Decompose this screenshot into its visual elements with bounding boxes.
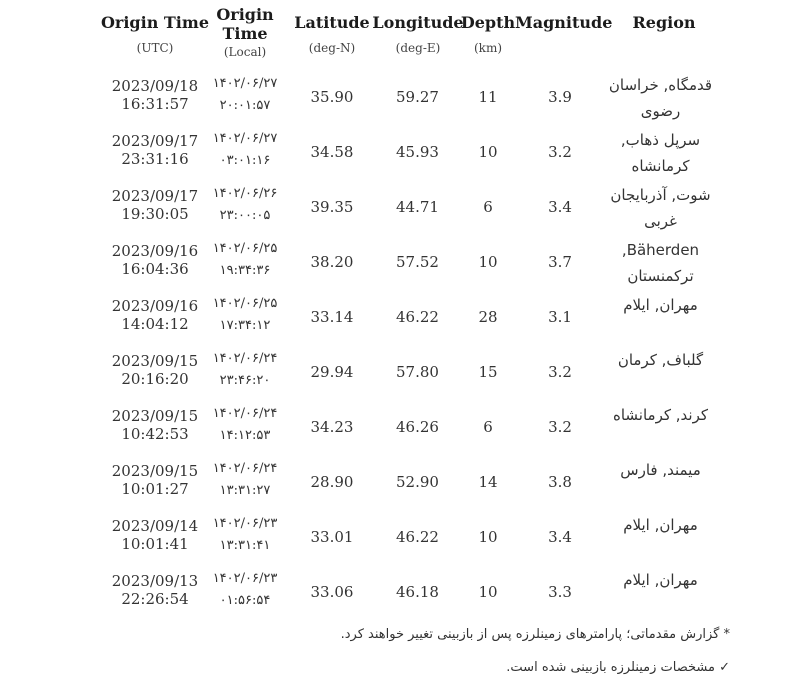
header-unit: (deg-E)	[395, 41, 441, 55]
magnitude-cell: 3.1	[548, 308, 572, 326]
region-cell: Bäherden, ترکمنستان	[621, 241, 700, 285]
magnitude-cell: 3.7	[548, 253, 572, 271]
latitude-cell: 38.20	[310, 253, 354, 271]
origin-utc-cell	[95, 297, 215, 333]
header-origin-utc	[95, 13, 215, 55]
origin-utc-cell	[95, 132, 215, 168]
utc-time: 14:04:12	[121, 315, 189, 333]
utc-date: 2023/09/15	[111, 352, 199, 370]
depth-cell: 6	[483, 198, 493, 216]
origin-local-cell	[208, 348, 282, 392]
local-date: ۱۴۰۲/۰۶/۲۶	[212, 186, 278, 201]
utc-date: 2023/09/13	[111, 572, 199, 590]
origin-local-cell	[208, 513, 282, 557]
origin-local-cell	[208, 458, 282, 502]
header-unit: (km)	[473, 41, 502, 55]
local-date: ۱۴۰۲/۰۶/۲۳	[212, 571, 278, 586]
utc-date: 2023/09/14	[111, 517, 199, 535]
table-row	[0, 352, 800, 408]
origin-utc-cell	[95, 242, 215, 278]
table-row	[0, 407, 800, 463]
latitude-cell: 33.06	[310, 583, 354, 601]
magnitude-cell: 3.2	[548, 143, 572, 161]
table-row	[0, 77, 800, 133]
header-region	[612, 13, 716, 32]
header-longitude	[372, 13, 464, 55]
header-title: Longitude	[372, 13, 464, 32]
longitude-cell: 46.22	[396, 528, 439, 546]
longitude-cell: 46.22	[396, 308, 439, 326]
utc-date: 2023/09/16	[111, 242, 199, 260]
origin-local-cell	[208, 293, 282, 337]
latitude-cell: 33.14	[310, 308, 354, 326]
utc-time: 10:01:27	[121, 480, 189, 498]
latitude-cell: 28.90	[310, 473, 354, 491]
utc-time: 10:01:41	[121, 535, 189, 553]
origin-utc-cell	[95, 572, 215, 608]
region-cell: سرپل ذهاب, کرمانشاه	[620, 131, 701, 175]
depth-cell: 10	[478, 253, 498, 271]
table-row	[0, 187, 800, 243]
longitude-cell: 46.18	[396, 583, 439, 601]
depth-cell: 10	[478, 143, 498, 161]
depth-cell: 28	[478, 308, 498, 326]
header-title: Depth	[460, 13, 516, 32]
table-row	[0, 517, 800, 573]
utc-date: 2023/09/15	[111, 462, 199, 480]
depth-cell: 14	[478, 473, 498, 491]
local-time: ۱۴:۱۲:۵۳	[219, 428, 271, 443]
longitude-cell: 59.27	[396, 88, 439, 106]
header-title: Latitude	[294, 13, 370, 32]
region-cell: گلباف, کرمان	[617, 351, 704, 369]
longitude-cell: 44.71	[396, 198, 439, 216]
local-time: ۲۳:۴۶:۲۰	[219, 373, 271, 388]
origin-utc-cell	[95, 517, 215, 553]
header-latitude	[290, 13, 374, 55]
magnitude-cell: 3.8	[548, 473, 572, 491]
longitude-cell: 45.93	[396, 143, 439, 161]
local-time: ۱۷:۳۴:۱۲	[219, 318, 271, 333]
utc-date: 2023/09/17	[111, 132, 199, 150]
latitude-cell: 29.94	[310, 363, 354, 381]
origin-utc-cell	[95, 462, 215, 498]
origin-local-cell	[208, 183, 282, 227]
utc-time: 19:30:05	[121, 205, 189, 223]
origin-local-cell	[208, 568, 282, 612]
longitude-cell: 57.80	[396, 363, 439, 381]
longitude-cell: 46.26	[396, 418, 439, 436]
header-title-line1: Origin	[216, 5, 274, 24]
header-unit: (deg-N)	[308, 41, 356, 55]
depth-cell: 11	[478, 88, 498, 106]
table-row	[0, 132, 800, 188]
header-unit: (Local)	[223, 45, 267, 59]
local-date: ۱۴۰۲/۰۶/۲۴	[212, 351, 278, 366]
header-title: Region	[632, 13, 696, 32]
utc-time: 16:31:57	[121, 95, 189, 113]
region-cell: مهران, ایلام	[623, 571, 698, 589]
note-preliminary: * گزارش مقدماتی؛ پارامترهای زمینلرزه پس از بازبینی تغییر خواهند کرد.	[340, 627, 730, 642]
local-date: ۱۴۰۲/۰۶/۲۷	[212, 76, 278, 91]
utc-date: 2023/09/18	[111, 77, 199, 95]
header-unit: (UTC)	[136, 41, 174, 55]
longitude-cell: 52.90	[396, 473, 439, 491]
longitude-cell: 57.52	[396, 253, 439, 271]
region-cell: قدمگاه, خراسان رضوی	[608, 76, 713, 120]
header-title: Magnitude	[515, 13, 613, 32]
region-cell: کرند, کرمانشاه	[612, 406, 708, 424]
header-magnitude	[515, 13, 613, 32]
local-time: ۰۳:۰۱:۱۶	[219, 153, 271, 168]
local-date: ۱۴۰۲/۰۶/۲۷	[212, 131, 278, 146]
local-time: ۰۱:۵۶:۵۴	[219, 593, 271, 608]
origin-local-cell	[208, 403, 282, 447]
magnitude-cell: 3.9	[548, 88, 572, 106]
origin-utc-cell	[95, 407, 215, 443]
note-reviewed: ✓ مشخصات زمینلرزه بازبینی شده است.	[506, 660, 730, 675]
magnitude-cell: 3.3	[548, 583, 572, 601]
local-date: ۱۴۰۲/۰۶/۲۵	[212, 296, 278, 311]
origin-utc-cell	[95, 352, 215, 388]
depth-cell: 6	[483, 418, 493, 436]
local-date: ۱۴۰۲/۰۶/۲۳	[212, 516, 278, 531]
utc-time: 23:31:16	[121, 150, 189, 168]
latitude-cell: 35.90	[310, 88, 354, 106]
depth-cell: 15	[478, 363, 498, 381]
origin-local-cell	[208, 73, 282, 117]
magnitude-cell: 3.2	[548, 363, 572, 381]
local-date: ۱۴۰۲/۰۶/۲۴	[212, 461, 278, 476]
local-date: ۱۴۰۲/۰۶/۲۵	[212, 241, 278, 256]
origin-local-cell	[208, 128, 282, 172]
magnitude-cell: 3.2	[548, 418, 572, 436]
utc-date: 2023/09/16	[111, 297, 199, 315]
header-depth	[458, 13, 518, 55]
local-time: ۲۳:۰۰:۰۵	[219, 208, 271, 223]
utc-time: 10:42:53	[121, 425, 189, 443]
depth-cell: 10	[478, 583, 498, 601]
table-row	[0, 572, 800, 628]
local-time: ۲۰:۰۱:۵۷	[219, 98, 271, 113]
latitude-cell: 34.23	[310, 418, 354, 436]
magnitude-cell: 3.4	[548, 528, 572, 546]
origin-utc-cell	[95, 187, 215, 223]
region-cell: میمند, فارس	[620, 461, 701, 479]
utc-time: 20:16:20	[121, 370, 189, 388]
local-time: ۱۳:۳۱:۲۷	[219, 483, 271, 498]
latitude-cell: 33.01	[310, 528, 354, 546]
local-date: ۱۴۰۲/۰۶/۲۴	[212, 406, 278, 421]
header-title: Origin Time	[100, 13, 209, 32]
region-cell: شوت, آذربایجان غربی	[610, 186, 711, 230]
utc-date: 2023/09/15	[111, 407, 199, 425]
table-row	[0, 242, 800, 298]
depth-cell: 10	[478, 528, 498, 546]
table-row	[0, 462, 800, 518]
latitude-cell: 39.35	[310, 198, 354, 216]
header-title-line2: Time	[222, 24, 268, 43]
header-origin-local	[208, 5, 282, 59]
utc-date: 2023/09/17	[111, 187, 199, 205]
magnitude-cell: 3.4	[548, 198, 572, 216]
origin-local-cell	[208, 238, 282, 282]
table-row	[0, 297, 800, 353]
origin-utc-cell	[95, 77, 215, 113]
local-time: ۱۳:۳۱:۴۱	[219, 538, 271, 553]
utc-time: 22:26:54	[121, 590, 189, 608]
utc-time: 16:04:36	[121, 260, 189, 278]
latitude-cell: 34.58	[310, 143, 354, 161]
region-cell: مهران, ایلام	[623, 516, 698, 534]
local-time: ۱۹:۳۴:۳۶	[219, 263, 271, 278]
region-cell: مهران, ایلام	[623, 296, 698, 314]
